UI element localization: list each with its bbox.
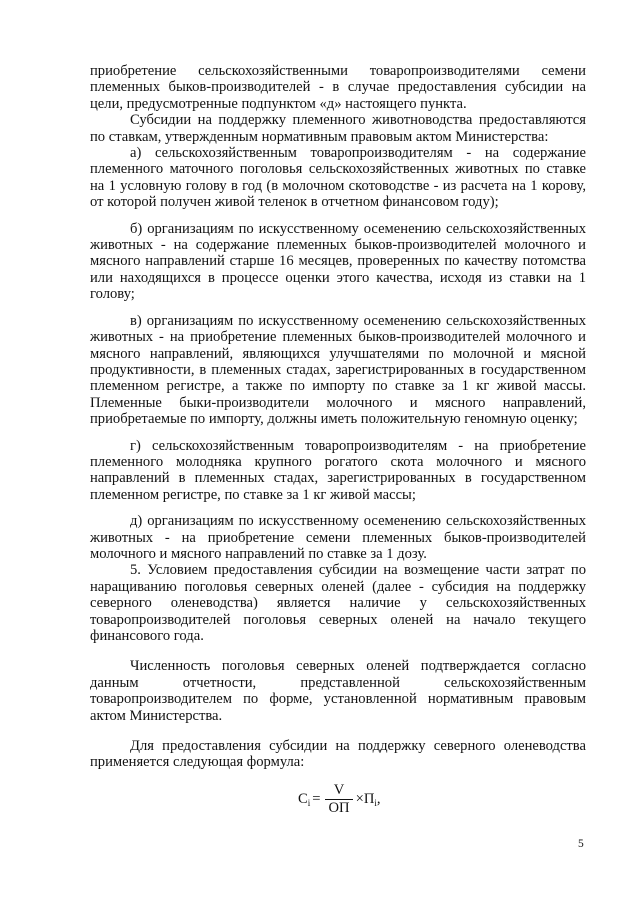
paragraph-formula-intro: Для предоставления субсидии на поддержку северного оленеводства применяется следующая формула: (90, 738, 586, 771)
formula-equals: = (312, 790, 321, 807)
paragraph-point-5: 5. Условием предоставления субсидии на возмещение части затрат по наращиванию поголовья северных оленей (далее - субсидия на поддержку северного оленеводства) является наличие у сельскохозяйственных товаропроизводителей поголовья северных оленей на начало текущего финансового года. (90, 562, 586, 644)
paragraph-item-v: в) организациям по искусственному осеменению сельскохозяйственных животных - на приобретение племенных быков-производителей молочного и мясного направлений, являющихся улучшателями по молочной и мясной продуктивности, в племенных стадах, зарегистрированных в государственном племенном регистре, а также по импорту по ставке за 1 кг живой массы. Племенные быки-производители молочного и мясного направлений, приобретаемые по импорту, должны иметь положительную геномную оценку; (90, 312, 586, 428)
formula-lhs: $С_i$ (298, 790, 311, 808)
paragraph-item-b: б) организациям по искусственному осеменению сельскохозяйственных животных - на содержание племенных быков-производителей молочного и мясного направлений старше 16 месяцев, проверенных по качеству потомства или находящихся в процессе оценки этого качества, исходя из ставки на 1 голову; (90, 220, 586, 303)
body-text (90, 63, 586, 771)
formula-tail: , (376, 790, 381, 807)
paragraph-reindeer-count: Численность поголовья северных оленей подтверждается согласно данным отчетности, представленной сельскохозяйственным товаропроизводителем по форме, установленной нормативным правовым актом Министерства. (90, 658, 586, 724)
formula-fraction (325, 783, 352, 816)
paragraph-item-a: а) сельскохозяйственным товаропроизводителям - на содержание племенного маточного поголовья сельскохозяйственных животных по ставке на 1 условную голову в год (в молочном скотоводстве - из расчета на 1 корову, от которой получен живой теленок в отчетном финансовом году); (90, 145, 586, 211)
paragraph-item-d: д) организациям по искусственному осеменению сельскохозяйственных животных - на приобретение семени племенных быков-производителей молочного и мясного направлений по ставке за 1 дозу. (90, 513, 586, 562)
paragraph-item-g: г) сельскохозяйственным товаропроизводителям - на приобретение племенного молодняка крупного рогатого скота молочного и мясного направлений в племенных стадах, зарегистрированных в государственном племенном регистре, по ставке за 1 кг живой массы; (90, 437, 586, 503)
formula-times: × (355, 790, 364, 807)
paragraph-continuation: приобретение сельскохозяйственными товаропроизводителями семени племенных быков-производителей - в случае предоставления субсидии на цели, предусмотренные подпунктом «д» настоящего пункта. (90, 63, 586, 112)
subsidy-formula (298, 774, 381, 824)
formula-rhs: $П_i$ (363, 790, 377, 808)
formula-numerator: V (333, 781, 345, 798)
formula-denominator: ОП (325, 799, 352, 816)
paragraph-subsidy-rates: Субсидии на поддержку племенного животноводства предоставляются по ставкам, утвержденным нормативным правовым актом Министерства: (90, 112, 586, 145)
page-number: 5 (578, 838, 584, 850)
